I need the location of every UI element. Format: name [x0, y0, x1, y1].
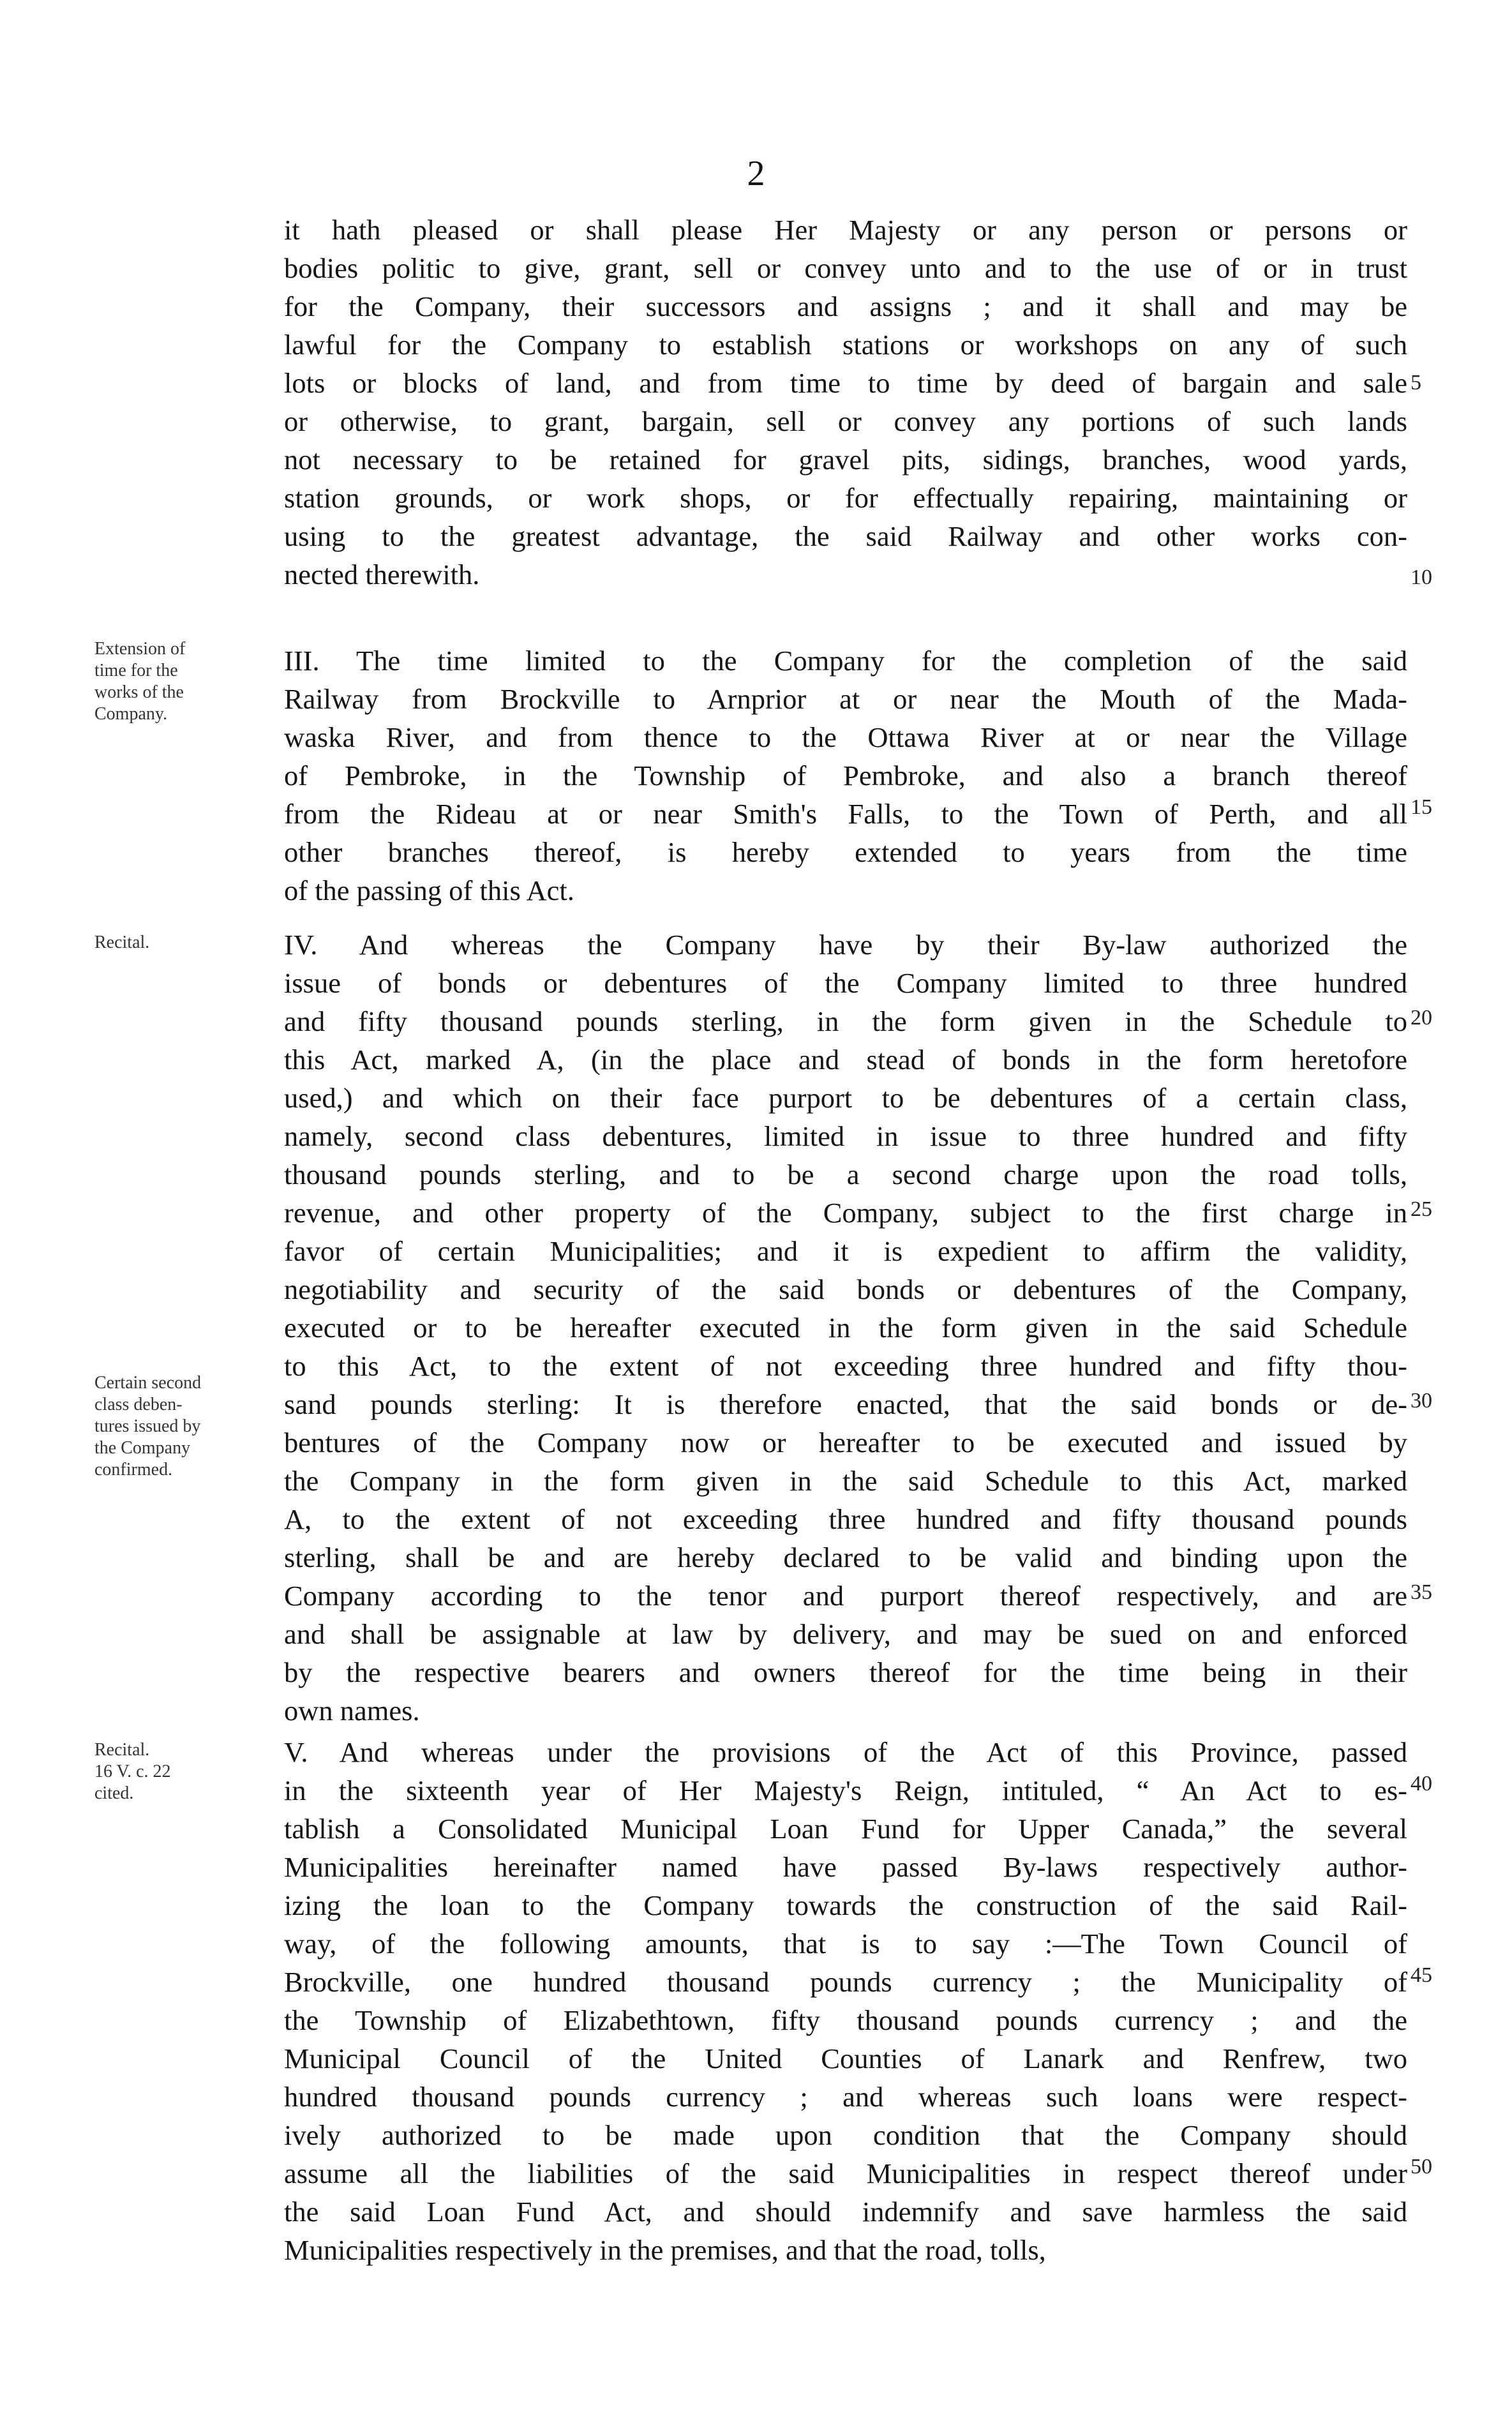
margin-note-line: Certain second	[94, 1373, 202, 1393]
line-number: 25	[1411, 1197, 1432, 1221]
text-line: or otherwise, to grant, bargain, sell or convey any portions of such lands	[284, 405, 1407, 437]
text-line: the Company in the form given in the said Schedule to this Act, marked	[284, 1465, 1407, 1497]
text-line: thousand pounds sterling, and to be a second charge upon the road tolls,	[284, 1158, 1407, 1190]
margin-note-line: class deben-	[94, 1395, 183, 1414]
text-line: Railway from Brockville to Arnprior at or near the Mouth of the Mada-	[284, 683, 1407, 715]
margin-note-line: tures issued by	[94, 1416, 201, 1436]
page-number: 2	[747, 154, 765, 193]
text-line: and fifty thousand pounds sterling, in the form given in the Schedule to	[284, 1005, 1407, 1037]
text-line: lots or blocks of land, and from time to time by deed of bargain and sale	[284, 367, 1407, 399]
margin-note-line: Recital.	[94, 933, 150, 952]
margin-note-line: cited.	[94, 1783, 134, 1803]
margin-note-line: Extension of	[94, 639, 186, 659]
text-line: used,) and which on their face purport to be debentures of a certain class,	[284, 1082, 1407, 1114]
text-line: ively authorized to be made upon condition that the Company should	[284, 2119, 1407, 2151]
line-number: 30	[1411, 1389, 1432, 1413]
text-line: of the passing of this Act.	[284, 874, 574, 906]
margin-note-line: 16 V. c. 22	[94, 1762, 171, 1781]
margin-note-line: Recital.	[94, 1740, 150, 1760]
text-line: negotiability and security of the said bonds or debentures of the Company,	[284, 1273, 1407, 1305]
text-line: sand pounds sterling: It is therefore enacted, that the said bonds or de-	[284, 1388, 1407, 1420]
line-number: 35	[1411, 1580, 1432, 1604]
text-line: for the Company, their successors and assigns ; and it shall and may be	[284, 290, 1407, 322]
text-line: in the sixteenth year of Her Majesty's Reign, intituled, “ An Act to es-	[284, 1774, 1407, 1806]
paragraph-continuation	[284, 211, 1407, 594]
text-line: using to the greatest advantage, the said Railway and other works con-	[284, 520, 1407, 552]
line-number: 40	[1411, 1772, 1432, 1796]
margin-note-recital-act-cited	[94, 1739, 273, 1804]
line-number: 50	[1411, 2155, 1432, 2178]
text-line: lawful for the Company to establish stations or workshops on any of such	[284, 329, 1407, 361]
margin-note-line: the Company	[94, 1438, 191, 1458]
line-number: 20	[1411, 1006, 1432, 1030]
text-line: by the respective bearers and owners thereof for the time being in their	[284, 1656, 1407, 1688]
text-line: of Pembroke, in the Township of Pembroke, and also a branch thereof	[284, 760, 1407, 791]
text-line: it hath pleased or shall please Her Majesty or any person or persons or	[284, 214, 1407, 246]
text-line: Company according to the tenor and purport thereof respectively, and are	[284, 1580, 1407, 1612]
section-iii	[284, 641, 1407, 910]
margin-note-line: time for the	[94, 661, 178, 680]
text-line: waska River, and from thence to the Ottawa River at or near the Village	[284, 721, 1407, 753]
text-line: Brockville, one hundred thousand pounds currency ; the Municipality of	[284, 1966, 1407, 1998]
text-line: namely, second class debentures, limited in issue to three hundred and fifty	[284, 1120, 1407, 1152]
margin-note-recital	[94, 932, 273, 954]
margin-note-extension-of-time	[94, 638, 273, 725]
margin-note-line: works of the	[94, 682, 184, 702]
margin-note-line: confirmed.	[94, 1460, 173, 1480]
text-line: IV. And whereas the Company have by their By-law authorized the	[284, 929, 1407, 961]
text-line: hundred thousand pounds currency ; and whereas such loans were respect-	[284, 2081, 1407, 2113]
text-line: station grounds, or work shops, or for effectually repairing, maintaining or	[284, 482, 1407, 514]
text-line: this Act, marked A, (in the place and stead of bonds in the form heretofore	[284, 1044, 1407, 1076]
text-line: assume all the liabilities of the said Municipalities in respect thereof under	[284, 2157, 1407, 2189]
margin-note-line: Company.	[94, 704, 168, 724]
text-line: from the Rideau at or near Smith's Falls, to the Town of Perth, and all	[284, 798, 1407, 830]
text-line: the said Loan Fund Act, and should indemnify and save harmless the said	[284, 2196, 1407, 2228]
text-line: other branches thereof, is hereby extended to years from the time	[284, 836, 1407, 868]
text-line: izing the loan to the Company towards the construction of the said Rail-	[284, 1889, 1407, 1921]
text-line: III. The time limited to the Company for the completion of the said	[284, 645, 1407, 677]
text-line: Municipalities hereinafter named have passed By-laws respectively author-	[284, 1851, 1407, 1883]
text-line: revenue, and other property of the Company, subject to the first charge in	[284, 1197, 1407, 1229]
text-line: favor of certain Municipalities; and it is expedient to affirm the validity,	[284, 1235, 1407, 1267]
margin-note-debentures-confirmed	[94, 1372, 273, 1481]
text-line: issue of bonds or debentures of the Company limited to three hundred	[284, 967, 1407, 999]
section-v	[284, 1733, 1407, 2269]
text-line: bentures of the Company now or hereafter to be executed and issued by	[284, 1427, 1407, 1458]
line-number: 5	[1411, 371, 1421, 394]
line-number: 10	[1411, 566, 1432, 589]
text-line: own names.	[284, 1695, 420, 1727]
line-number: 45	[1411, 1963, 1432, 1987]
text-line: executed or to be hereafter executed in the form given in the said Schedule	[284, 1312, 1407, 1344]
text-line: tablish a Consolidated Municipal Loan Fund for Upper Canada,” the several	[284, 1813, 1407, 1845]
section-iv	[284, 926, 1407, 1730]
line-number: 15	[1411, 795, 1432, 819]
text-line: Municipal Council of the United Counties of Lanark and Renfrew, two	[284, 2043, 1407, 2074]
text-line: Municipalities respectively in the premises, and that the road, tolls,	[284, 2234, 1046, 2266]
text-line: way, of the following amounts, that is to say :—The Town Council of	[284, 1928, 1407, 1960]
text-line: nected therewith.	[284, 559, 480, 590]
text-line: V. And whereas under the provisions of the Act of this Province, passed	[284, 1736, 1407, 1768]
text-line: and shall be assignable at law by delivery, and may be sued on and enforced	[284, 1618, 1407, 1650]
text-line: to this Act, to the extent of not exceeding three hundred and fifty thou-	[284, 1350, 1407, 1382]
text-line: A, to the extent of not exceeding three hundred and fifty thousand pounds	[284, 1503, 1407, 1535]
text-line: sterling, shall be and are hereby declared to be valid and binding upon the	[284, 1541, 1407, 1573]
text-line: the Township of Elizabethtown, fifty thousand pounds currency ; and the	[284, 2004, 1407, 2036]
text-line: not necessary to be retained for gravel pits, sidings, branches, wood yards,	[284, 444, 1407, 476]
text-line: bodies politic to give, grant, sell or convey unto and to the use of or in trust	[284, 252, 1407, 284]
